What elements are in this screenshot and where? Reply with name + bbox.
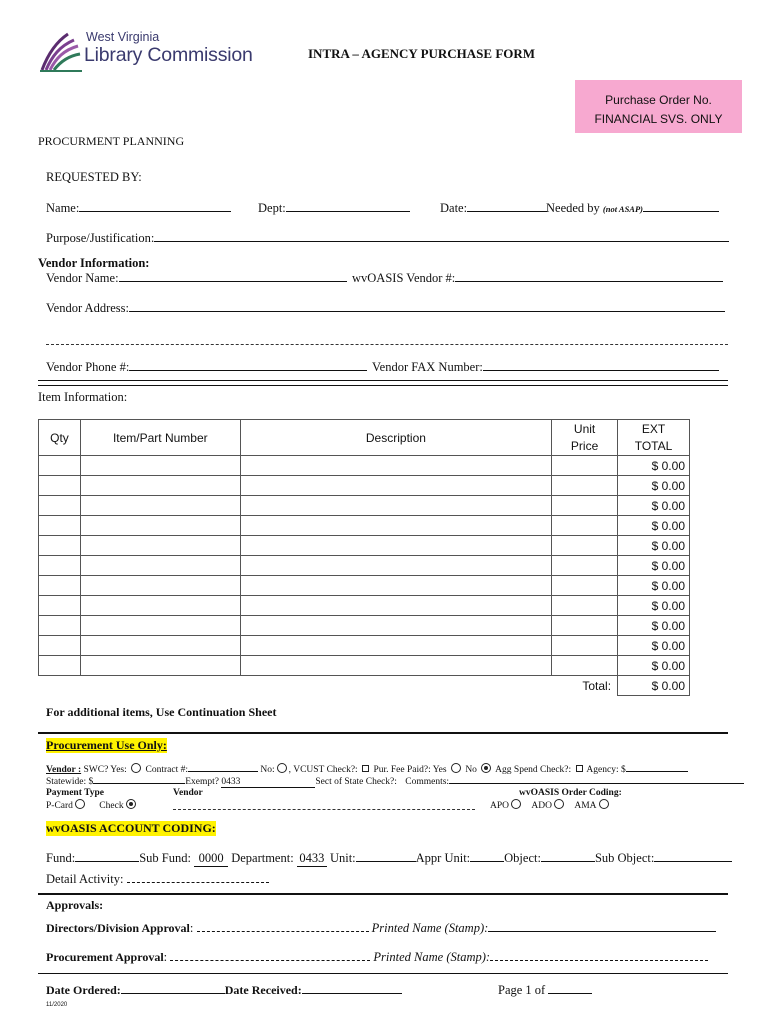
ama-label: AMA — [574, 801, 597, 811]
date-label: Date: — [440, 201, 468, 215]
date-field[interactable] — [440, 200, 547, 216]
part-cell[interactable] — [80, 616, 240, 636]
swc-label: SWC? Yes: — [83, 765, 127, 775]
approvals-heading: Approvals: — [46, 898, 104, 912]
purpose-field[interactable] — [46, 230, 729, 246]
part-cell[interactable] — [80, 496, 240, 516]
sect-state-label: Sect of State Check?: — [315, 777, 397, 787]
vendor-name-label: Vendor Name: — [46, 271, 119, 285]
ext-total-cell: $ 0.00 — [618, 456, 690, 476]
unit-price-cell[interactable] — [552, 516, 618, 536]
exempt-label: Exempt? — [185, 777, 219, 787]
col-unit-price — [552, 420, 618, 456]
total-label: Total: — [582, 678, 612, 693]
page-label: Page 1 of — [498, 983, 546, 997]
table-row — [39, 556, 690, 576]
ado-radio[interactable] — [554, 799, 564, 809]
description-cell[interactable] — [240, 596, 551, 616]
fund-field[interactable] — [75, 850, 139, 862]
oasis-vendor-label: wvOASIS Vendor #: — [352, 271, 456, 285]
sub-object-field[interactable] — [654, 850, 732, 862]
procurement-line-1 — [46, 763, 688, 775]
divider — [38, 385, 728, 386]
payment-options — [46, 799, 138, 811]
part-cell[interactable] — [80, 536, 240, 556]
divider — [38, 973, 728, 974]
ext-total-cell: $ 0.00 — [618, 496, 690, 516]
qty-cell[interactable] — [39, 496, 81, 516]
part-cell[interactable] — [80, 456, 240, 476]
table-row — [39, 656, 690, 676]
description-cell[interactable] — [240, 656, 551, 676]
ext-total-cell: $ 0.00 — [618, 476, 690, 496]
description-cell[interactable] — [240, 616, 551, 636]
book-fan-icon — [38, 32, 82, 74]
description-cell[interactable] — [240, 636, 551, 656]
table-row — [39, 596, 690, 616]
agg-spend-label: Agg Spend Check?: — [495, 765, 572, 775]
pcard-label: P-Card — [46, 801, 73, 811]
department-label: Department: — [231, 851, 294, 865]
vendor-name-field[interactable] — [46, 270, 347, 286]
fund-label: Fund: — [46, 851, 76, 865]
purchase-order-box — [575, 80, 742, 133]
unit-field[interactable] — [356, 850, 416, 862]
table-row — [39, 456, 690, 476]
ext-total-cell: $ 0.00 — [618, 516, 690, 536]
no-label: No: — [260, 765, 275, 775]
col-description: Description — [240, 420, 551, 456]
description-cell[interactable] — [240, 456, 551, 476]
procurement-approval-field[interactable]: Procurement Approval: Printed Name (Stamp): — [46, 949, 708, 965]
needed-by-field[interactable] — [546, 200, 719, 216]
dept-label: Dept: — [258, 201, 286, 215]
account-coding-line — [46, 850, 732, 867]
purpose-label: Purpose/Justification: — [46, 231, 155, 245]
po-box-line-2: FINANCIAL SVS. ONLY — [594, 112, 723, 126]
vcust-label: , VCUST Check?: — [288, 765, 358, 775]
sub-fund-label: Sub Fund: — [139, 851, 191, 865]
date-ordered-field[interactable] — [46, 982, 402, 998]
qty-cell[interactable] — [39, 596, 81, 616]
part-cell[interactable] — [80, 476, 240, 496]
ext-total-cell: $ 0.00 — [618, 556, 690, 576]
pur-fee-label: Pur. Fee Paid?: Yes — [373, 765, 447, 775]
ado-label: ADO — [531, 801, 552, 811]
unit-price-cell[interactable] — [552, 656, 618, 676]
unit-price-cell[interactable] — [552, 456, 618, 476]
director-approval-field[interactable]: Directors/Division Approval: Printed Name (Stamp): — [46, 920, 716, 936]
order-coding-label: wvOASIS Order Coding: — [519, 788, 622, 798]
wvlc-logo — [38, 30, 253, 74]
procurement-line-2 — [46, 775, 744, 788]
vendor-colon-label: Vendor : — [46, 765, 82, 775]
qty-cell[interactable] — [39, 556, 81, 576]
table-row — [39, 536, 690, 556]
apo-radio[interactable] — [511, 799, 521, 809]
qty-cell[interactable] — [39, 616, 81, 636]
unit-label: Unit: — [329, 851, 356, 865]
logo-line-1: West Virginia — [86, 30, 160, 44]
appr-unit-field[interactable] — [470, 850, 504, 862]
continuation-note: For additional items, Use Continuation Sheet — [46, 705, 277, 719]
address-line-2[interactable] — [46, 344, 728, 345]
total-value: $ 0.00 — [618, 676, 690, 696]
col-ext-total — [618, 420, 690, 456]
unit-price-cell[interactable] — [552, 596, 618, 616]
table-row — [39, 476, 690, 496]
check-label: Check — [99, 801, 124, 811]
qty-cell[interactable] — [39, 536, 81, 556]
description-cell[interactable] — [240, 476, 551, 496]
contract-label: Contract #: — [145, 765, 189, 775]
po-box-line-1: Purchase Order No. — [605, 93, 712, 107]
vendor-label-2: Vendor — [173, 788, 203, 798]
ext-total-cell: $ 0.00 — [618, 616, 690, 636]
vendor-address-field[interactable] — [46, 300, 725, 316]
table-row — [39, 616, 690, 636]
description-cell[interactable] — [240, 516, 551, 536]
vendor-fax-field[interactable] — [372, 359, 719, 375]
date-ordered-label: Date Ordered: — [46, 983, 121, 997]
divider — [38, 380, 728, 381]
sub-fund-value[interactable]: 0000 — [194, 851, 228, 867]
procurement-heading: Procurement Use Only: — [46, 738, 167, 752]
qty-cell[interactable] — [39, 656, 81, 676]
vendor-fax-label: Vendor FAX Number: — [372, 360, 483, 374]
logo-line-2: Library Commission — [84, 44, 253, 66]
appr-unit-label: Appr Unit: — [415, 851, 471, 865]
qty-cell[interactable] — [39, 516, 81, 536]
planning-heading: PROCURMENT PLANNING — [38, 134, 185, 148]
ext-total-cell: $ 0.00 — [618, 576, 690, 596]
payment-type-label: Payment Type — [46, 788, 104, 798]
vendor-phone-field[interactable] — [46, 359, 367, 375]
ext-total-cell: $ 0.00 — [618, 636, 690, 656]
unit-price-cell[interactable] — [552, 496, 618, 516]
col-unit-line1: Unit — [573, 421, 596, 436]
col-ext-line1: EXT — [641, 421, 666, 436]
total-row — [39, 676, 690, 696]
statewide-label: Statewide: $ — [46, 777, 94, 787]
page-number — [498, 982, 592, 998]
col-item-part: Item/Part Number — [80, 420, 240, 456]
requested-by-label: REQUESTED BY: — [46, 170, 142, 184]
items-header-row — [39, 420, 690, 456]
pur-fee-no-radio[interactable] — [481, 763, 491, 773]
unit-price-cell[interactable] — [552, 476, 618, 496]
unit-price-cell[interactable] — [552, 576, 618, 596]
part-cell[interactable] — [80, 596, 240, 616]
ext-total-cell: $ 0.00 — [618, 656, 690, 676]
comments-label: Comments: — [405, 777, 450, 787]
pcard-radio[interactable] — [75, 799, 85, 809]
vendor-line[interactable] — [173, 809, 475, 810]
needed-by-note: (not ASAP) — [602, 204, 643, 214]
oasis-vendor-field[interactable] — [352, 270, 723, 286]
printed-name-2-label: Printed Name (Stamp): — [373, 950, 491, 964]
ama-radio[interactable] — [599, 799, 609, 809]
object-label: Object: — [504, 851, 541, 865]
printed-name-1-label: Printed Name (Stamp): — [371, 921, 489, 935]
table-row — [39, 576, 690, 596]
part-cell[interactable] — [80, 516, 240, 536]
check-radio[interactable] — [126, 799, 136, 809]
unit-price-cell[interactable] — [552, 616, 618, 636]
ext-total-cell: $ 0.00 — [618, 596, 690, 616]
qty-cell[interactable] — [39, 576, 81, 596]
form-version: 11/2020 — [46, 1002, 68, 1008]
divider — [38, 732, 728, 734]
agency-label: Agency: $ — [586, 765, 626, 775]
description-cell[interactable] — [240, 576, 551, 596]
part-cell[interactable] — [80, 576, 240, 596]
description-cell[interactable] — [240, 536, 551, 556]
items-table — [38, 419, 690, 696]
unit-price-cell[interactable] — [552, 556, 618, 576]
form-title: INTRA – AGENCY PURCHASE FORM — [308, 46, 536, 61]
part-cell[interactable] — [80, 556, 240, 576]
name-field[interactable] — [46, 200, 231, 216]
swc-yes-radio[interactable] — [131, 763, 141, 773]
unit-price-cell[interactable] — [552, 536, 618, 556]
col-unit-line2: Price — [570, 438, 599, 453]
name-label: Name: — [46, 201, 80, 215]
item-info-heading: Item Information: — [38, 390, 128, 404]
detail-activity-field[interactable] — [46, 871, 269, 887]
vendor-phone-label: Vendor Phone #: — [46, 360, 130, 374]
apo-label: APO — [490, 801, 510, 811]
account-coding-heading: wvOASIS ACCOUNT CODING: — [46, 821, 216, 835]
part-cell[interactable] — [80, 656, 240, 676]
table-row — [39, 516, 690, 536]
divider — [38, 893, 728, 895]
detail-activity-label: Detail Activity: — [46, 872, 124, 886]
ext-total-cell: $ 0.00 — [618, 536, 690, 556]
needed-by-label: Needed by — [546, 201, 600, 215]
vcust-checkbox[interactable] — [362, 765, 369, 772]
table-row — [39, 636, 690, 656]
table-row — [39, 496, 690, 516]
procurement-approval-label: Procurement Approval — [46, 950, 164, 964]
exempt-value[interactable]: 0433 — [221, 777, 315, 788]
qty-cell[interactable] — [39, 456, 81, 476]
agg-spend-checkbox[interactable] — [576, 765, 583, 772]
qty-cell[interactable] — [39, 476, 81, 496]
col-qty: Qty — [39, 420, 81, 456]
order-coding-options — [490, 799, 611, 811]
description-cell[interactable] — [240, 556, 551, 576]
date-received-label: Date Received: — [224, 983, 302, 997]
part-cell[interactable] — [80, 636, 240, 656]
pur-fee-yes-radio[interactable] — [451, 763, 461, 773]
director-approval-label: Directors/Division Approval — [46, 921, 190, 935]
col-ext-line2: TOTAL — [634, 438, 673, 453]
qty-cell[interactable] — [39, 636, 81, 656]
sub-object-label: Sub Object: — [594, 851, 655, 865]
description-cell[interactable] — [240, 496, 551, 516]
dept-field[interactable] — [258, 200, 410, 216]
vendor-address-label: Vendor Address: — [46, 301, 129, 315]
unit-price-cell[interactable] — [552, 636, 618, 656]
swc-no-radio[interactable] — [277, 763, 287, 773]
vendor-heading: Vendor Information: — [38, 256, 150, 270]
department-value[interactable]: 0433 — [297, 851, 327, 867]
object-field[interactable] — [541, 850, 595, 862]
pur-fee-no-label: No — [465, 765, 477, 775]
